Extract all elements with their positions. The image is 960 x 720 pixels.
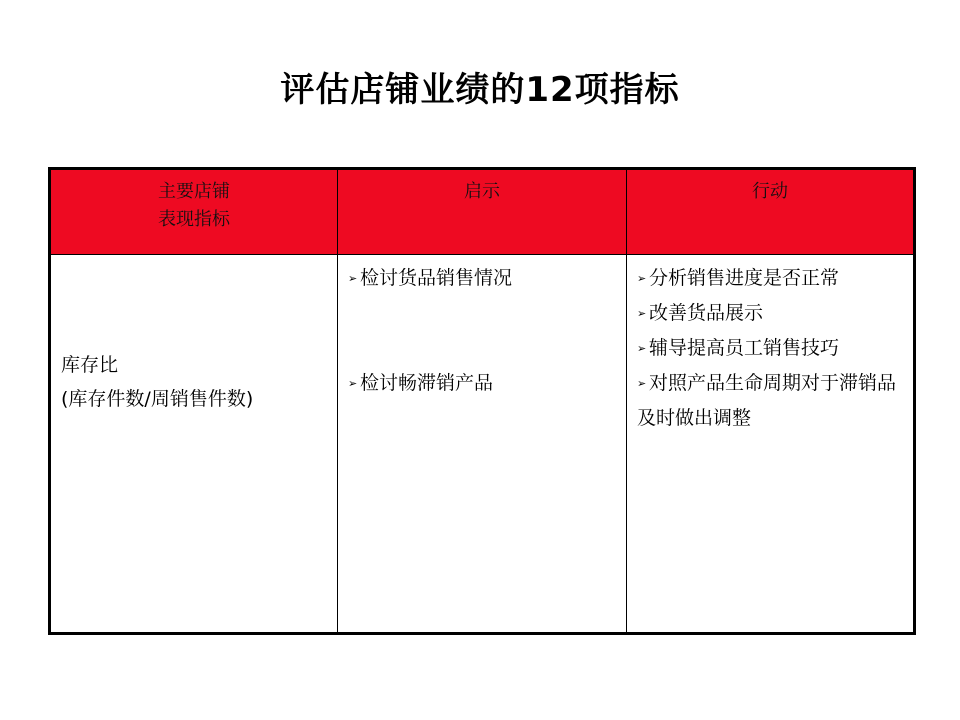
action-item: [637, 366, 903, 435]
insight-text: 检讨货品销售情况: [360, 267, 513, 289]
action-text: 改善货品展示: [649, 302, 764, 324]
action-item: [637, 331, 903, 366]
insight-item: [348, 261, 616, 296]
kpi-table: [48, 167, 916, 635]
action-text: 对照产品生命周期对于滞销品及时做出调整: [637, 372, 897, 429]
action-item: [637, 296, 903, 331]
arrow-bullet-icon: ➢: [637, 342, 647, 355]
action-text: 辅导提高员工销售技巧: [649, 337, 840, 359]
header-metric: [50, 169, 338, 255]
table-header-row: [50, 169, 915, 255]
arrow-bullet-icon: ➢: [637, 272, 647, 285]
insight-cell: [338, 255, 627, 634]
metric-name: 库存比: [61, 353, 119, 376]
metric-formula: (库存件数/周销售件数): [61, 387, 254, 410]
metric-cell: [50, 255, 338, 634]
action-cell: [627, 255, 915, 634]
action-item: [637, 261, 903, 296]
insight-item: [348, 366, 616, 401]
header-metric-line2: 表现指标: [158, 209, 230, 230]
arrow-bullet-icon: ➢: [637, 377, 647, 390]
header-metric-line1: 主要店铺: [158, 181, 230, 202]
page-title: 评估店铺业绩的12项指标: [280, 70, 680, 110]
insight-text: 检讨畅滞销产品: [360, 372, 494, 394]
arrow-bullet-icon: ➢: [348, 272, 358, 285]
arrow-bullet-icon: ➢: [637, 307, 647, 320]
action-text: 分析销售进度是否正常: [649, 267, 840, 289]
arrow-bullet-icon: ➢: [348, 377, 358, 390]
table-row: [50, 255, 915, 634]
header-insight: 启示: [338, 169, 627, 255]
header-action: 行动: [627, 169, 915, 255]
